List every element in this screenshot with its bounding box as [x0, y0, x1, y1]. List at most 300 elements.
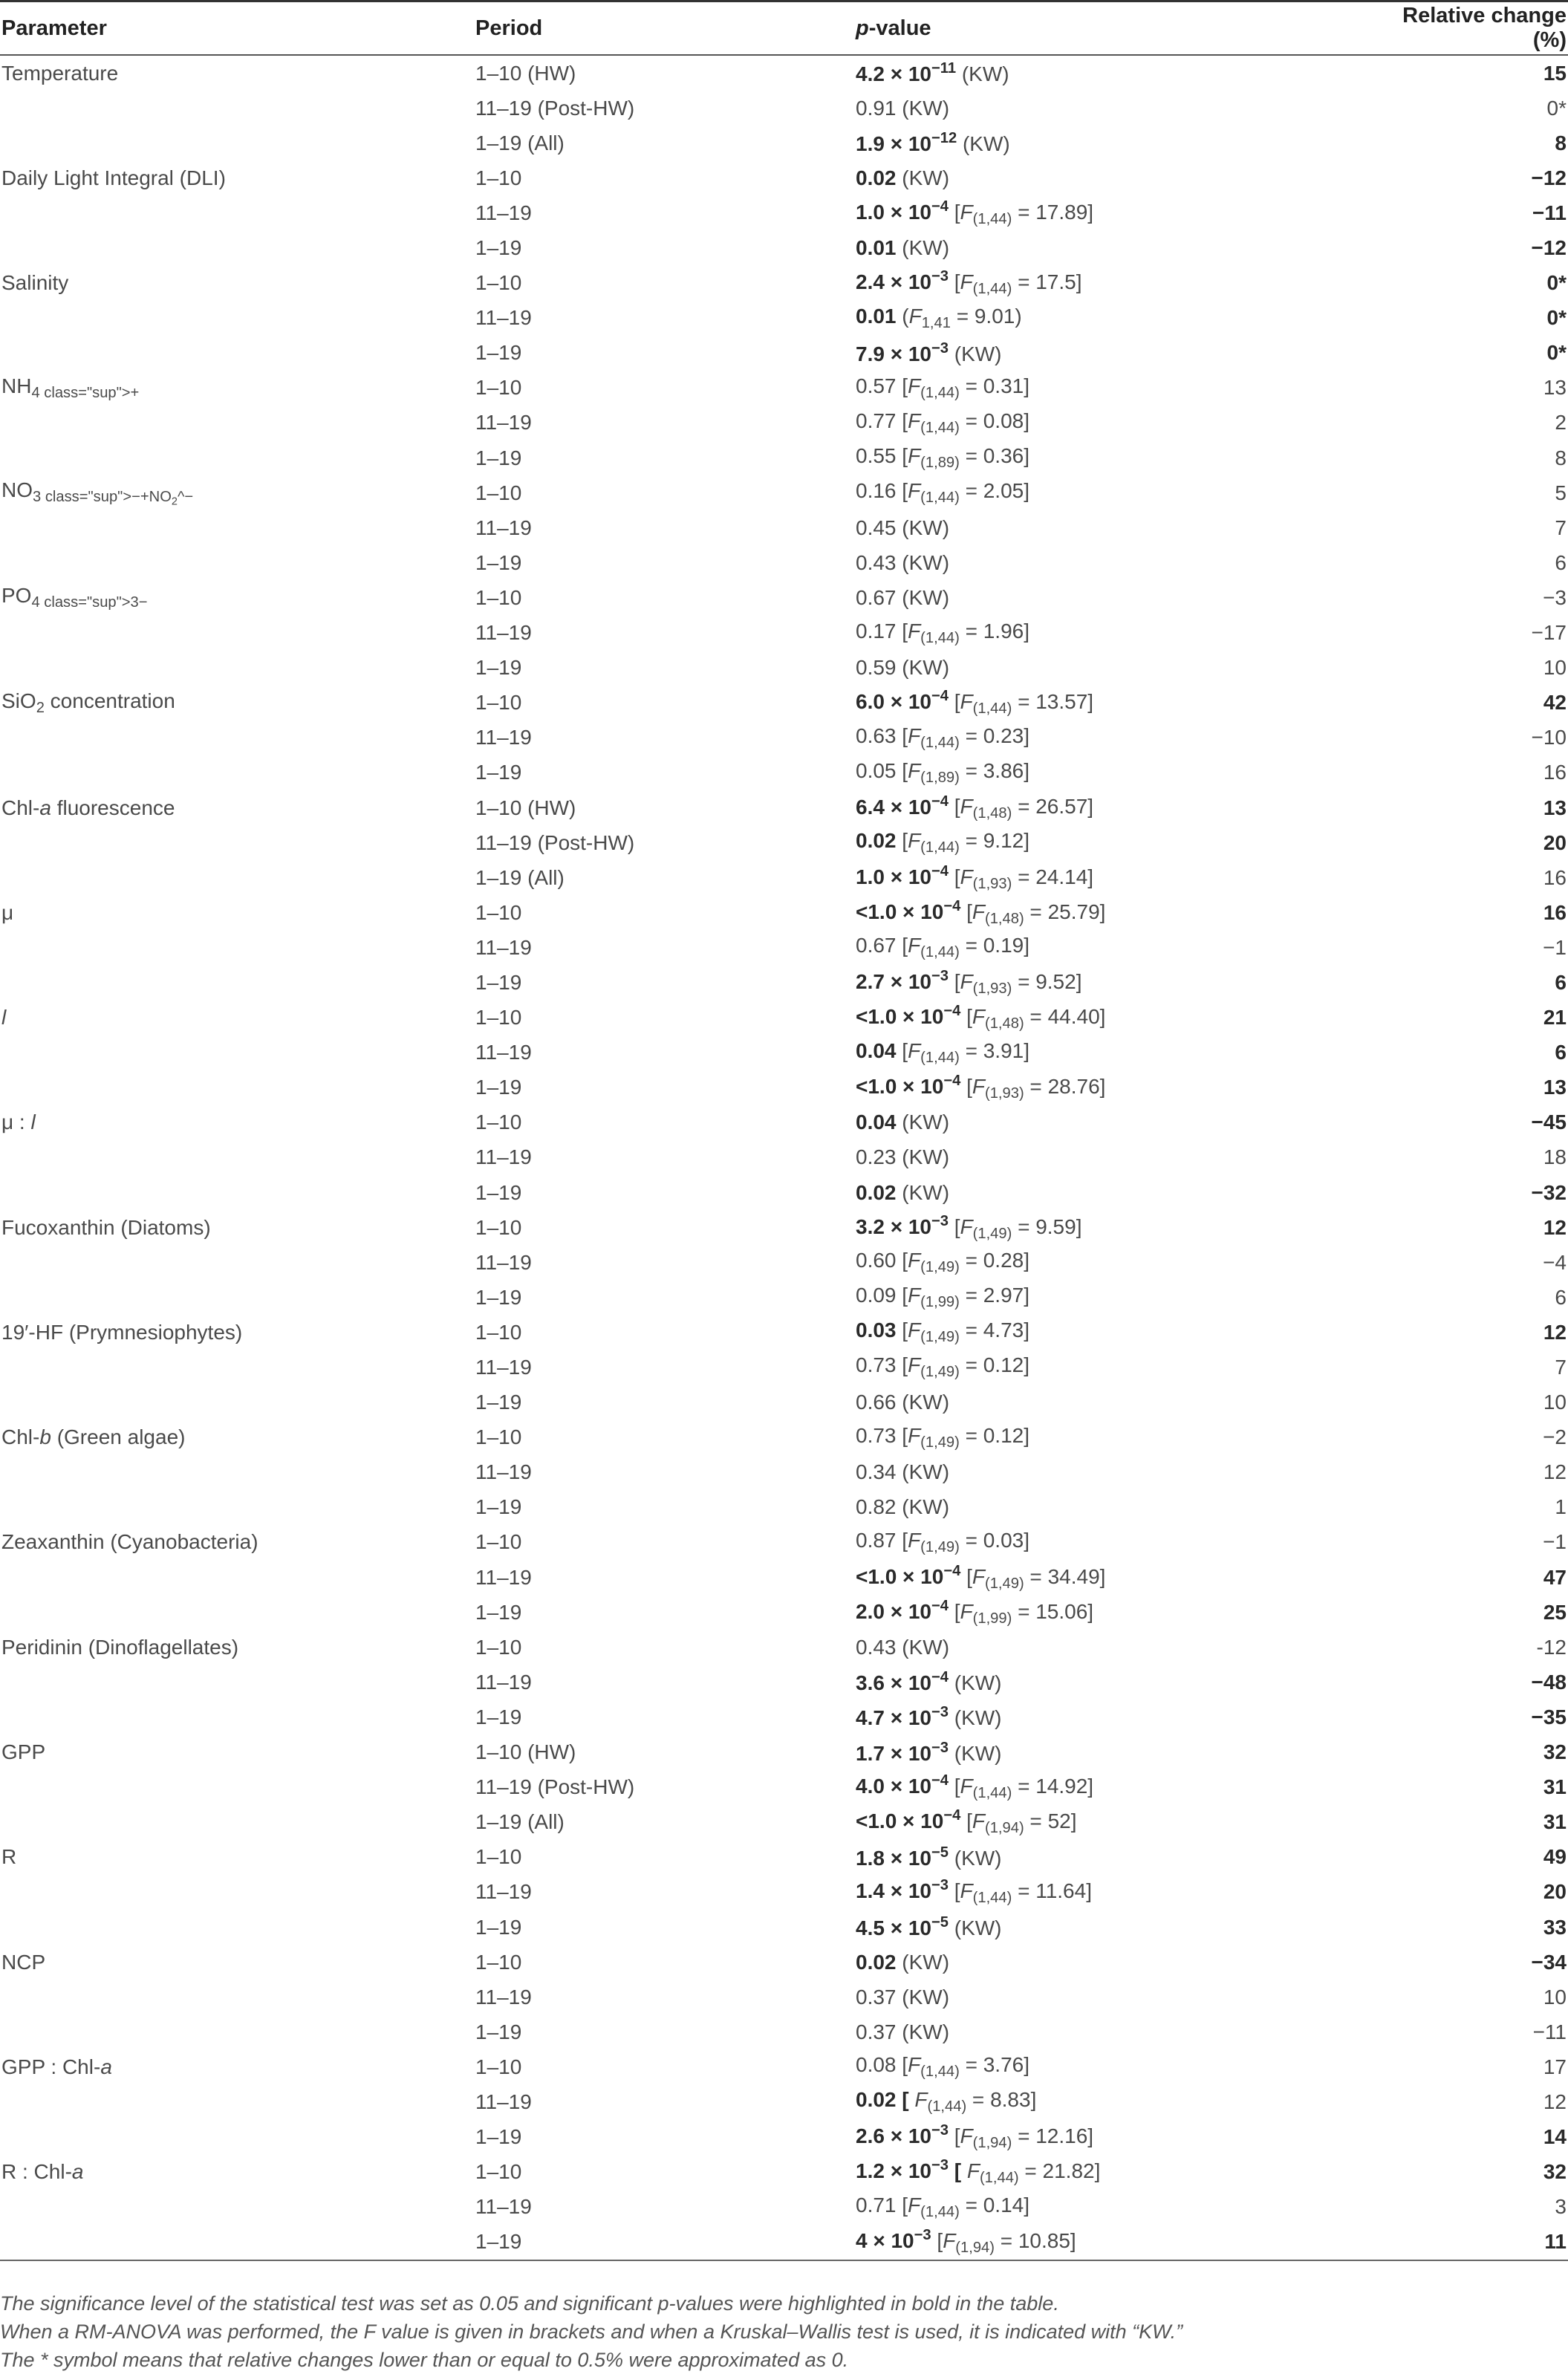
- parameter-cell: [0, 126, 475, 160]
- pvalue-cell: 0.34 (KW): [856, 1460, 950, 1484]
- table-row: [0, 55, 1568, 91]
- parameter-cell: [0, 1385, 475, 1420]
- relative-change-cell: 32: [1543, 1740, 1567, 1764]
- period-cell: 11–19: [475, 1985, 532, 2009]
- relative-change-cell: −10: [1531, 726, 1567, 749]
- table-row: [0, 1420, 1568, 1455]
- table-row: [0, 1840, 1568, 1875]
- pvalue-cell: $6.0 \times 10^{-4}$ $[F_{(1,44)} = 13.57]$: [856, 688, 1094, 718]
- relative-change-cell: −35: [1531, 1705, 1567, 1729]
- parameter-cell: GPP : Chl-a: [1, 2055, 112, 2078]
- relative-change-cell: 11: [1376, 2225, 1568, 2260]
- parameter-cell: [0, 1070, 475, 1105]
- table-row: [0, 336, 1568, 371]
- pvalue-cell: $1.7 \times 10^{-3}$ (KW): [856, 1739, 1002, 1765]
- pvalue-cell: $1.2 \times 10^{-3}$ [ $F_{(1,44)} = 21.82$]: [856, 2157, 1101, 2187]
- pvalue-cell: 0.67 (KW): [856, 585, 950, 609]
- parameter-cell: Zeaxanthin (Cyanobacteria): [1, 1530, 258, 1554]
- parameter-cell: $NH_{4 class="sup">+}$: [1, 374, 140, 401]
- table-row: [0, 1595, 1568, 1630]
- period-cell: 1–19: [475, 550, 522, 574]
- period-cell: 11–19: [475, 1565, 532, 1589]
- pvalue-cell: 0.67 $[F_{(1,44)} = 0.19]$: [856, 934, 1030, 961]
- relative-change-cell: −4: [1543, 1250, 1567, 1274]
- table-row: [0, 1525, 1568, 1560]
- table-row: [0, 1770, 1568, 1805]
- period-cell: 1–19 (All): [475, 131, 565, 155]
- period-cell: 1–19: [475, 1391, 522, 1414]
- relative-change-cell: 33: [1543, 1915, 1567, 1939]
- table-row: [0, 1315, 1568, 1350]
- relative-change-cell: 8: [1555, 446, 1567, 469]
- period-cell: 1–19: [475, 1076, 522, 1099]
- pvalue-cell: 0.73 $[F_{(1,49)} = 0.12]$: [856, 1353, 1030, 1381]
- period-cell: 11–19: [475, 1041, 532, 1064]
- parameter-cell: [0, 1665, 475, 1700]
- relative-change-cell: 15: [1543, 61, 1567, 85]
- period-cell: 1–10: [475, 900, 522, 924]
- period-cell: 1–10: [475, 585, 522, 609]
- period-cell: 1–19: [475, 236, 522, 260]
- relative-change-cell: 20: [1543, 1880, 1567, 1904]
- table-row: [0, 1455, 1568, 1490]
- pvalue-cell: $1.0 \times 10^{-4}$ $[F_{(1,44)} = 17.89]$: [856, 198, 1094, 227]
- parameter-cell: [0, 1910, 475, 1945]
- period-cell: 1–10: [475, 1635, 522, 1659]
- pvalue-cell: $2.0 \times 10^{-4}$ $[F_{(1,99)} = 15.06]$: [856, 1597, 1094, 1627]
- table-row: [0, 1700, 1568, 1734]
- pvalue-cell: $2.4 \times 10^{-3}$ $[F_{(1,44)} = 17.5]$: [856, 268, 1082, 298]
- parameter-cell: [0, 755, 475, 790]
- period-cell: 1–19: [475, 1285, 522, 1309]
- parameter-cell: 19′-HF (Prymnesiophytes): [1, 1320, 243, 1344]
- pvalue-cell: 0.02 (KW): [856, 1180, 950, 1204]
- table-row: [0, 2084, 1568, 2119]
- period-cell: 11–19 (Post-HW): [475, 96, 635, 120]
- pvalue-cell: $1.4 \times 10^{-3}$ $[F_{(1,44)} = 11.64]$: [856, 1877, 1092, 1907]
- parameter-cell: μ: [1, 900, 14, 924]
- period-cell: 1–10: [475, 1215, 522, 1239]
- pvalue-cell: $4.0 \times 10^{-4}$ $[F_{(1,44)} = 14.92]$: [856, 1772, 1094, 1802]
- relative-change-cell: 16: [1543, 865, 1567, 889]
- table-row: [0, 1350, 1568, 1385]
- table-row: [0, 580, 1568, 615]
- parameter-cell: [0, 860, 475, 895]
- relative-change-cell: −2: [1543, 1425, 1567, 1449]
- table-row: [0, 1070, 1568, 1105]
- period-cell: 1–19 (All): [475, 865, 565, 889]
- relative-change-cell: 16: [1543, 761, 1567, 784]
- pvalue-cell: 0.01 (KW): [856, 236, 950, 260]
- period-cell: 1–10: [475, 2160, 522, 2184]
- parameter-cell: [0, 1770, 475, 1805]
- pvalue-cell: $6.4 \times 10^{-4}$ $[F_{(1,48)} = 26.57]$: [856, 793, 1094, 822]
- pvalue-cell: 0.04 $[F_{(1,44)} = 3.91]$: [856, 1038, 1030, 1066]
- relative-change-cell: 25: [1543, 1600, 1567, 1624]
- period-cell: 1–10: [475, 1006, 522, 1030]
- pvalue-cell: 0.66 (KW): [856, 1391, 950, 1414]
- table-row: [0, 2225, 1568, 2260]
- table-row: [0, 545, 1568, 580]
- parameter-cell: [0, 2225, 475, 2260]
- parameter-cell: Chl-b (Green algae): [1, 1425, 186, 1449]
- period-cell: 1–10: [475, 1110, 522, 1134]
- pvalue-cell: 0.43 (KW): [856, 550, 950, 574]
- table-row: [0, 406, 1568, 440]
- parameter-cell: SiO$_2$ concentration: [1, 689, 175, 716]
- parameter-cell: Salinity: [1, 271, 69, 295]
- table-row: [0, 1735, 1568, 1770]
- pvalue-cell: 0.05 $[F_{(1,89)} = 3.86]$: [856, 758, 1030, 786]
- parameter-cell: [0, 965, 475, 1000]
- parameter-cell: [0, 2190, 475, 2225]
- table-row: [0, 1245, 1568, 1280]
- period-cell: 1–19: [475, 1705, 522, 1729]
- relative-change-cell: 13: [1543, 1076, 1567, 1099]
- relative-change-cell: 20: [1543, 830, 1567, 854]
- period-cell: 1–10: [475, 691, 522, 715]
- period-cell: 11–19 (Post-HW): [475, 830, 635, 854]
- table-row: [0, 790, 1568, 825]
- table-row: [0, 1875, 1568, 1910]
- pvalue-cell: 0.02 $[F_{(1,44)} = 9.12]$: [856, 829, 1030, 856]
- table-row: [0, 2120, 1568, 2155]
- period-cell: 11–19: [475, 621, 532, 645]
- table-row: [0, 475, 1568, 510]
- pvalue-cell: 0.57 $[F_{(1,44)} = 0.31]$: [856, 374, 1030, 401]
- pvalue-cell: 0.37 (KW): [856, 2020, 950, 2043]
- parameter-cell: [0, 1560, 475, 1595]
- relative-change-cell: 0*: [1546, 341, 1567, 365]
- pvalue-cell: 0.60 $[F_{(1,49)} = 0.28]$: [856, 1249, 1030, 1276]
- relative-change-cell: −32: [1531, 1180, 1567, 1204]
- table-row: [0, 895, 1568, 930]
- parameter-cell: Peridinin (Dinoflagellates): [1, 1635, 239, 1659]
- parameter-cell: [0, 1140, 475, 1175]
- pvalue-cell: $1.0 \times 10^{-4}$ $[F_{(1,93)} = 24.14]$: [856, 862, 1094, 892]
- relative-change-cell: 0*: [1546, 96, 1567, 120]
- period-cell: 11–19: [475, 1356, 532, 1379]
- relative-change-cell: 6: [1555, 970, 1567, 994]
- pvalue-cell: $4.7 \times 10^{-3}$ (KW): [856, 1704, 1002, 1730]
- table-row: [0, 1945, 1568, 1980]
- pvalue-cell: $1.9 \times 10^{-12}$ (KW): [856, 130, 1010, 156]
- period-cell: 11–19: [475, 726, 532, 749]
- parameter-cell: [0, 1875, 475, 1910]
- relative-change-cell: -12: [1536, 1635, 1567, 1659]
- parameter-cell: [0, 1595, 475, 1630]
- pvalue-cell: $3.2 \times 10^{-3}$ $[F_{(1,49)} = 9.59]$: [856, 1212, 1082, 1242]
- relative-change-cell: −12: [1531, 166, 1567, 189]
- period-cell: 1–19: [475, 1495, 522, 1519]
- period-cell: 1–10: [475, 1845, 522, 1869]
- parameter-cell: [0, 195, 475, 230]
- header-period: Period: [475, 1, 856, 56]
- period-cell: 1–19: [475, 446, 522, 469]
- pvalue-cell: 0.23 (KW): [856, 1145, 950, 1169]
- table-row: [0, 1980, 1568, 2014]
- period-cell: 1–10: [475, 1320, 522, 1344]
- parameter-cell: [0, 440, 475, 475]
- period-cell: 1–10 (HW): [475, 61, 576, 85]
- period-cell: 1–19: [475, 2225, 856, 2260]
- relative-change-cell: 21: [1543, 1006, 1567, 1030]
- parameter-cell: Fucoxanthin (Diatoms): [1, 1215, 211, 1239]
- table-row: [0, 1001, 1568, 1035]
- period-cell: 1–10: [475, 1950, 522, 1974]
- pvalue-cell: $4 \times 10^{-3}$ $[F_{(1,94)} = 10.85]$: [856, 2225, 1376, 2260]
- table-row: [0, 616, 1568, 651]
- parameter-cell: [0, 651, 475, 686]
- table-row: [0, 2014, 1568, 2049]
- relative-change-cell: 0*: [1546, 271, 1567, 295]
- parameter-cell: [0, 1455, 475, 1490]
- parameter-cell: [0, 1245, 475, 1280]
- parameter-cell: $PO_{4 class="sup">3-}$: [1, 584, 148, 611]
- parameter-cell: μ : l: [1, 1110, 36, 1134]
- parameter-cell: [0, 406, 475, 440]
- relative-change-cell: 14: [1543, 2125, 1567, 2149]
- parameter-cell: [0, 2120, 475, 2155]
- pvalue-cell: 0.02 (KW): [856, 166, 950, 189]
- relative-change-cell: 6: [1555, 1285, 1567, 1309]
- parameter-cell: [0, 1350, 475, 1385]
- table-row: [0, 1175, 1568, 1210]
- period-cell: 1–19: [475, 341, 522, 365]
- table-row: [0, 1280, 1568, 1315]
- relative-change-cell: −3: [1543, 585, 1567, 609]
- parameter-cell: Daily Light Integral (DLI): [1, 166, 226, 189]
- parameter-cell: $NO_{3 class="sup">-+NO_2\^{}-}$: [1, 478, 194, 508]
- parameter-cell: [0, 1175, 475, 1210]
- parameter-cell: [0, 545, 475, 580]
- period-cell: 11–19: [475, 411, 532, 435]
- relative-change-cell: −48: [1531, 1670, 1567, 1694]
- period-cell: 1–19: [475, 656, 522, 680]
- period-cell: 1–19: [475, 1180, 522, 1204]
- period-cell: 11–19: [475, 1670, 532, 1694]
- table-row: [0, 510, 1568, 545]
- table-row: [0, 195, 1568, 230]
- parameter-cell: [0, 510, 475, 545]
- table-row: [0, 860, 1568, 895]
- pvalue-cell: $<1.0 \times 10^{-4}$ $[F_{(1,48)} = 25.79]$: [856, 897, 1106, 927]
- relative-change-cell: 12: [1543, 1215, 1567, 1239]
- period-cell: 1–10: [475, 376, 522, 400]
- parameter-cell: Temperature: [1, 61, 119, 85]
- header-parameter: Parameter: [0, 1, 475, 56]
- parameter-cell: [0, 230, 475, 265]
- pvalue-cell: $<1.0 \times 10^{-4}$ $[F_{(1,93)} = 28.76]$: [856, 1073, 1106, 1102]
- relative-change-cell: −1: [1543, 935, 1567, 959]
- relative-change-cell: 18: [1543, 1145, 1567, 1169]
- table-row: [0, 1665, 1568, 1700]
- parameter-cell: [0, 2084, 475, 2119]
- table-row: [0, 1210, 1568, 1245]
- pvalue-cell: 0.63 $[F_{(1,44)} = 0.23]$: [856, 723, 1030, 751]
- relative-change-cell: −1: [1543, 1530, 1567, 1554]
- footnote: The significance level of the statistical test was set as 0.05 and significant p-values were highlighted in bold in the table.: [0, 2292, 1059, 2315]
- table-row: [0, 91, 1568, 126]
- pvalue-cell: 0.43 (KW): [856, 1635, 950, 1659]
- table-row: [0, 1560, 1568, 1595]
- parameter-cell: [0, 1805, 475, 1840]
- parameter-cell: [0, 721, 475, 755]
- table-row: [0, 1490, 1568, 1525]
- parameter-cell: [0, 2014, 475, 2049]
- table-row: [0, 1140, 1568, 1175]
- relative-change-cell: −34: [1531, 1950, 1567, 1974]
- period-cell: 1–10: [475, 1425, 522, 1449]
- period-cell: 1–19: [475, 761, 522, 784]
- table-row: [0, 686, 1568, 721]
- pvalue-cell: 0.55 $[F_{(1,89)} = 0.36]$: [856, 444, 1030, 472]
- pvalue-cell: $<1.0 \times 10^{-4}$ $[F_{(1,94)} = 52]$: [856, 1807, 1077, 1837]
- period-cell: 11–19: [475, 306, 532, 330]
- parameter-cell: l: [1, 1006, 7, 1030]
- pvalue-cell: 0.02 [ $F_{(1,44)} = 8.83$]: [856, 2088, 1037, 2116]
- relative-change-cell: 12: [1543, 2090, 1567, 2113]
- relative-change-cell: 10: [1543, 1391, 1567, 1414]
- relative-change-cell: 5: [1555, 481, 1567, 504]
- period-cell: 11–19: [475, 2090, 532, 2113]
- pvalue-cell: $<1.0 \times 10^{-4}$ $[F_{(1,48)} = 44.40]$: [856, 1003, 1106, 1032]
- relative-change-cell: −12: [1531, 236, 1567, 260]
- table-row: [0, 230, 1568, 265]
- pvalue-cell: 0.16 $[F_{(1,44)} = 2.05]$: [856, 479, 1030, 507]
- period-cell: 1–19: [475, 970, 522, 994]
- relative-change-cell: −17: [1531, 621, 1567, 645]
- relative-change-cell: 6: [1555, 550, 1567, 574]
- pvalue-cell: 0.04 (KW): [856, 1110, 950, 1134]
- parameter-cell: R : Chl-a: [1, 2160, 84, 2184]
- period-cell: 1–19 (All): [475, 1810, 565, 1834]
- parameter-cell: [0, 1035, 475, 1070]
- table-row: [0, 965, 1568, 1000]
- period-cell: 1–10 (HW): [475, 796, 576, 819]
- parameter-cell: NCP: [1, 1950, 46, 1974]
- relative-change-cell: 31: [1543, 1775, 1567, 1799]
- period-cell: 11–19: [475, 935, 532, 959]
- relative-change-cell: 8: [1555, 131, 1567, 155]
- relative-change-cell: 3: [1555, 2195, 1567, 2219]
- pvalue-cell: 0.82 (KW): [856, 1495, 950, 1519]
- pvalue-cell: 0.03 $[F_{(1,49)} = 4.73]$: [856, 1318, 1030, 1346]
- relative-change-cell: −11: [1532, 201, 1567, 224]
- parameter-cell: GPP: [1, 1740, 46, 1764]
- table-row: [0, 266, 1568, 301]
- pvalue-cell: 0.71 $[F_{(1,44)} = 0.14]$: [856, 2193, 1030, 2220]
- pvalue-cell: $4.2 \times 10^{-11}$ (KW): [856, 60, 1009, 86]
- table-row: [0, 301, 1568, 336]
- relative-change-cell: 7: [1555, 516, 1567, 539]
- parameter-cell: Chl-a fluorescence: [1, 796, 175, 819]
- table-row: [0, 1035, 1568, 1070]
- parameter-cell: [0, 1980, 475, 2014]
- period-cell: 1–19: [475, 2020, 522, 2043]
- relative-change-cell: 1: [1555, 1495, 1567, 1519]
- table-row: [0, 1910, 1568, 1945]
- pvalue-cell: 0.91 (KW): [856, 96, 950, 120]
- header-pvalue: p-value: [856, 1, 1376, 56]
- relative-change-cell: 13: [1543, 796, 1567, 819]
- relative-change-cell: 0*: [1546, 306, 1567, 330]
- table-row: [0, 2155, 1568, 2190]
- parameter-cell: [0, 825, 475, 860]
- period-cell: 11–19: [475, 1880, 532, 1904]
- table-row: [0, 1385, 1568, 1420]
- relative-change-cell: 2: [1555, 411, 1567, 435]
- relative-change-cell: 7: [1555, 1356, 1567, 1379]
- pvalue-cell: 0.77 $[F_{(1,44)} = 0.08]$: [856, 409, 1030, 436]
- relative-change-cell: 13: [1543, 376, 1567, 400]
- pvalue-cell: 0.02 (KW): [856, 1950, 950, 1974]
- period-cell: 1–10: [475, 166, 522, 189]
- period-cell: 1–19: [475, 2125, 522, 2149]
- relative-change-cell: 16: [1543, 900, 1567, 924]
- table-row: [0, 1105, 1568, 1140]
- parameter-cell: [0, 91, 475, 126]
- period-cell: 11–19: [475, 1250, 532, 1274]
- parameter-cell: [0, 1490, 475, 1525]
- pvalue-cell: 0.08 $[F_{(1,44)} = 3.76]$: [856, 2053, 1030, 2081]
- parameter-cell: R: [1, 1845, 17, 1869]
- table-row: [0, 160, 1568, 195]
- table-row: [0, 2049, 1568, 2084]
- relative-change-cell: 32: [1543, 2160, 1567, 2184]
- period-cell: 1–10: [475, 2055, 522, 2078]
- relative-change-cell: 17: [1543, 2055, 1567, 2078]
- header-relative-change: Relative change (%): [1376, 1, 1568, 56]
- period-cell: 11–19: [475, 1145, 532, 1169]
- relative-change-cell: 42: [1543, 691, 1567, 715]
- table-row: [0, 1805, 1568, 1840]
- period-cell: 1–19: [475, 1915, 522, 1939]
- period-cell: 11–19: [475, 201, 532, 224]
- pvalue-cell: 0.37 (KW): [856, 1985, 950, 2009]
- pvalue-cell: 0.09 $[F_{(1,99)} = 2.97]$: [856, 1284, 1030, 1311]
- period-cell: 1–19: [475, 1600, 522, 1624]
- table-row: [0, 755, 1568, 790]
- table-header-row: [0, 1, 1568, 56]
- relative-change-cell: 10: [1543, 656, 1567, 680]
- table-row: [0, 126, 1568, 160]
- table-row: [0, 651, 1568, 686]
- table-row: [0, 371, 1568, 406]
- pvalue-cell: $2.6 \times 10^{-3}$ $[F_{(1,94)} = 12.16]$: [856, 2122, 1094, 2152]
- period-cell: 11–19 (Post-HW): [475, 1775, 635, 1799]
- pvalue-cell: $2.7 \times 10^{-3}$ $[F_{(1,93)} = 9.52]$: [856, 967, 1082, 998]
- table-footnotes: [0, 2289, 1568, 2374]
- footnote: The * symbol means that relative changes lower than or equal to 0.5% were approximated as 0.: [0, 2349, 849, 2371]
- pvalue-cell: $3.6 \times 10^{-4}$ (KW): [856, 1669, 1002, 1695]
- table-row: [0, 1630, 1568, 1665]
- pvalue-cell: $1.8 \times 10^{-5}$ (KW): [856, 1844, 1002, 1870]
- pvalue-cell: 0.01 $(F_{1,41} = 9.01)$: [856, 304, 1022, 331]
- parameter-cell: [0, 1280, 475, 1315]
- relative-change-cell: 49: [1543, 1845, 1567, 1869]
- pvalue-cell: $<1.0 \times 10^{-4}$ $[F_{(1,49)} = 34.49]$: [856, 1562, 1106, 1592]
- table-row: [0, 930, 1568, 965]
- period-cell: 1–10: [475, 271, 522, 295]
- pvalue-cell: 0.73 $[F_{(1,49)} = 0.12]$: [856, 1423, 1030, 1451]
- relative-change-cell: 6: [1555, 1041, 1567, 1064]
- relative-change-cell: −45: [1531, 1110, 1567, 1134]
- relative-change-cell: 12: [1543, 1320, 1567, 1344]
- pvalue-cell: $4.5 \times 10^{-5}$ (KW): [856, 1913, 1002, 1940]
- pvalue-cell: 0.45 (KW): [856, 516, 950, 539]
- relative-change-cell: 47: [1543, 1565, 1567, 1589]
